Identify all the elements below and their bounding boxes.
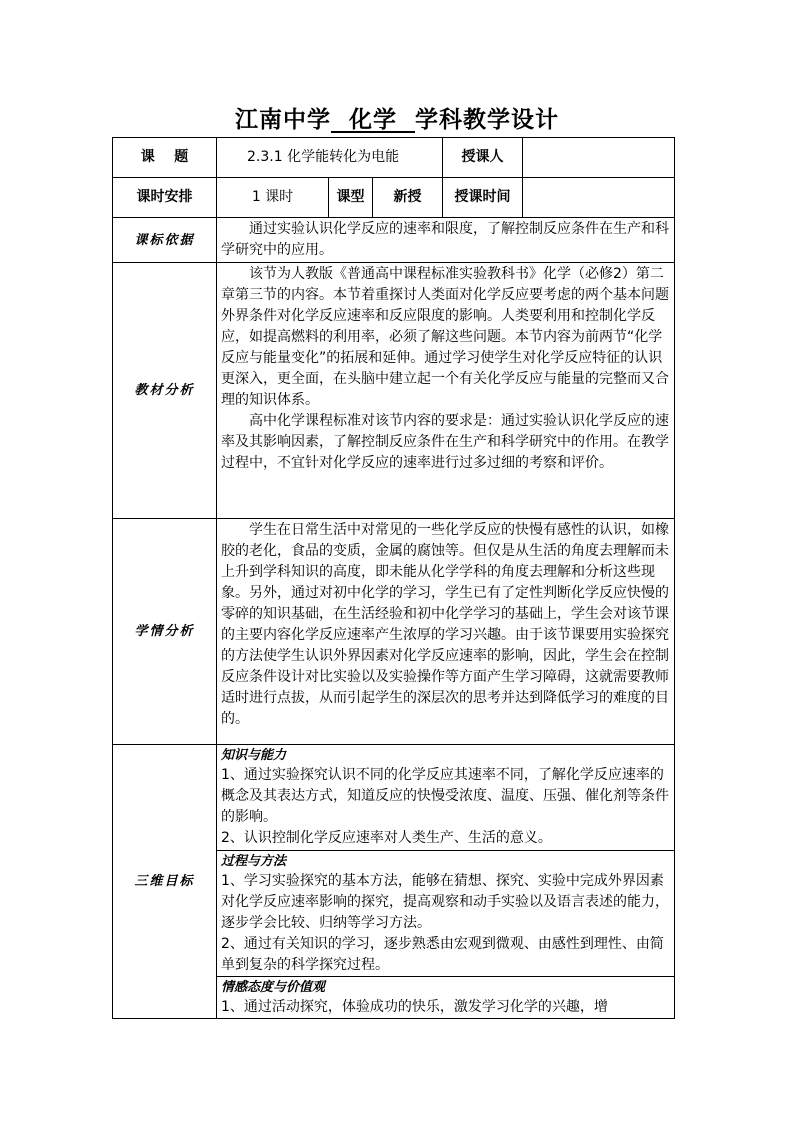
process-item-2: 2、通过有关知识的学习，逐步熟悉由宏观到微观、由感性到理性、由简单到复杂的科学探究过程。 <box>221 936 664 973</box>
time-label: 授课时间 <box>443 178 523 218</box>
teacher-value <box>523 138 675 178</box>
basis-label: 课标依据 <box>113 218 217 263</box>
course-label: 课 题 <box>113 138 217 178</box>
row-basis <box>113 218 675 263</box>
row-textbook <box>113 263 675 519</box>
row-schedule <box>113 178 675 218</box>
knowledge-heading: 知识与能力 <box>221 748 287 763</box>
time-value <box>523 178 675 218</box>
students-cell <box>217 519 675 745</box>
basis-text: 通过实验认识化学反应的速率和限度，了解控制反应条件在生产和科学研究中的应用。 <box>221 221 669 258</box>
title-subject <box>331 106 415 133</box>
row-course-title <box>113 138 675 178</box>
process-heading: 过程与方法 <box>221 854 287 869</box>
textbook-label: 教材分析 <box>113 263 217 519</box>
title-subject-text: 化学 <box>349 106 397 133</box>
row-students <box>113 519 675 745</box>
course-title-value: 2.3.1 化学能转化为电能 <box>217 138 443 178</box>
page-title <box>0 101 794 134</box>
textbook-cell <box>217 263 675 519</box>
attitude-heading: 情感态度与价值观 <box>221 980 326 995</box>
knowledge-item-2: 2、认识控制化学反应速率对人类生产、生活的意义。 <box>221 830 552 846</box>
row-goals-knowledge <box>113 745 675 851</box>
goals-process-cell <box>217 851 675 977</box>
process-item-1: 1、学习实验探究的基本方法，能够在猜想、探究、实验中完成外界因素对化学反应速率影响的探究，提高观察和动手实验以及语言表述的能力，逐步学会比较、归纳等学习方法。 <box>221 873 669 931</box>
goals-label: 三维目标 <box>113 745 217 1019</box>
textbook-para-2: 高中化学课程标准对该节内容的要求是：通过实验认识化学反应的速率及其影响因素，了解控制反应条件在生产和科学研究中的作用。在教学过程中，不宜针对化学反应的速率进行过多过细的考察和评价。 <box>221 413 669 471</box>
students-label: 学情分析 <box>113 519 217 745</box>
teacher-label: 授课人 <box>443 138 523 178</box>
schedule-label: 课时安排 <box>113 178 217 218</box>
textbook-para-1: 该节为人教版《普通高中课程标准实验教科书》化学（必修2）第二章第三节的内容。本节着重探讨人类面对化学反应要考虑的两个基本问题 外界条件对化学反应速率和反应限度的影响。人类要利用和控制化学反应，如提高燃料的利用率，必须了解这些问题。本节内容为前两节“化学反应与能量变化”的拓展和延伸。通过学习使学生对化学反应特征的认识更深入，更全面，在头脑中建立起一个有关化学反应与能量的完整而又合理的知识体系。 <box>221 266 669 408</box>
goals-knowledge-cell <box>217 745 675 851</box>
title-prefix: 江南中学 <box>234 106 331 133</box>
attitude-item-1: 1、通过活动探究，体验成功的快乐，激发学习化学的兴趣，增 <box>221 999 608 1015</box>
goals-attitude-cell <box>217 977 675 1019</box>
type-value: 新授 <box>373 178 443 218</box>
hours-value: 1 课时 <box>217 178 329 218</box>
type-label: 课型 <box>329 178 373 218</box>
students-text: 学生在日常生活中对常见的一些化学反应的快慢有感性的认识，如橡胶的老化，食品的变质，金属的腐蚀等。但仅是从生活的角度去理解而未上升到学科知识的高度，即未能从化学学科的角度去理解和分析这些现象。另外，通过对初中化学的学习，学生已有了定性判断化学反应快慢的零碎的知识基础，在生活经验和初中化学学习的基础上，学生会对该节课的主要内容化学反应速率产生浓厚的学习兴趣。由于该节课要用实验探究的方法使学生认识外界因素对化学反应速率的影响，因此，学生会在控制反应条件设计对比实验以及实验操作等方面产生学习障碍，这就需要教师适时进行点拔，从而引起学生的深层次的思考并达到降低学习的难度的目的。 <box>221 522 669 727</box>
title-suffix: 学科教学设计 <box>415 106 560 133</box>
lesson-plan-table <box>112 137 675 1019</box>
basis-cell <box>217 218 675 263</box>
knowledge-item-1: 1、通过实验探究认识不同的化学反应其速率不同，了解化学反应速率的概念及其表达方式，知道反应的快慢受浓度、温度、压强、催化剂等条件的影响。 <box>221 767 669 825</box>
